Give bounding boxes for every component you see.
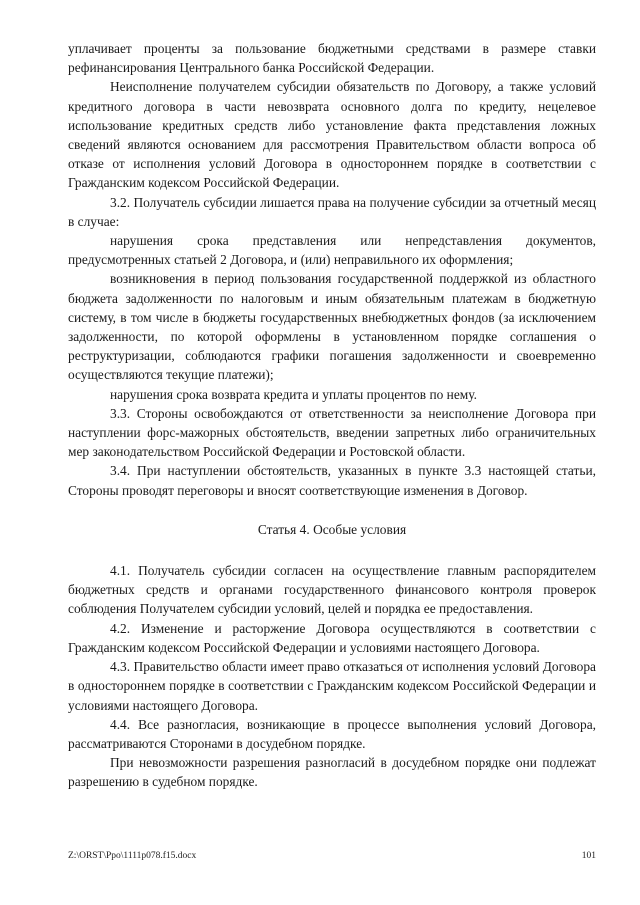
file-path: Z:\ORST\Ppo\1111p078.f15.docx (68, 851, 197, 861)
paragraph-continuation: уплачивает проценты за пользование бюджетными средствами в размере ставки рефинансирования Центрального банка Российской Федерации. (68, 41, 596, 76)
paragraph-disputes: При невозможности разрешения разногласий в досудебном порядке они подлежат разрешению в судебном порядке. (68, 755, 596, 790)
paragraph-3-2: 3.2. Получатель субсидии лишается права на получение субсидии за отчетный месяц в случае: (68, 194, 596, 229)
paragraph-4-3: 4.3. Правительство области имеет право отказаться от исполнения условий Договора в одностороннем порядке в соответствии с Гражданским кодексом Российской Федерации и условиями настоящего Договора. (68, 659, 596, 713)
paragraph-3-2-item-2: возникновения в период пользования государственной поддержкой из областного бюджета задолженности по налоговым и иным обязательным платежам в бюджетную систему, в том числе в бюджеты государственных внебюджетных фондов (за исключением задолженности, по которой оформлены в установленном порядке соглашения о реструктуризации, соблюдаются графики погашения задолженности и своевременно осуществляются текущие платежи); (68, 271, 596, 383)
paragraph-3-3: 3.3. Стороны освобождаются от ответственности за неисполнение Договора при наступлении форс-мажорных обстоятельств, введении запретных либо ограничительных мер законодательством Российской Федерации и Ростовской области. (68, 405, 596, 460)
paragraph-nonfulfillment: Неисполнение получателем субсидии обязательств по Договору, а также условий кредитного договора в части невозврата основного долга по кредиту, нецелевое использование кредитных средств либо установление факта представления ложных сведений являются основанием для рассмотрения Правительством области вопроса об отказе от исполнения условий Договора в одностороннем порядке в соответствии с Гражданским кодексом Российской Федерации. (68, 79, 596, 191)
paragraph-4-2: 4.2. Изменение и расторжение Договора осуществляются в соответствии с Гражданским кодексом Российской Федерации и условиями настоящего Договора. (68, 620, 596, 655)
section-heading: Статья 4. Особые условия (257, 521, 407, 537)
paragraph-3-2-item-1: нарушения срока представления или непредставления документов, предусмотренных статьей 2 Договора, и (или) неправильного их оформления; (68, 233, 596, 268)
page-number: 101 (581, 851, 596, 861)
paragraph-4-1: 4.1. Получатель субсидии согласен на осуществление главным распорядителем бюджетных средств и органами государственного финансового контроля проверок соблюдения Получателем субсидии условий, целей и порядка ее предоставления. (68, 563, 596, 617)
paragraph-4-4: 4.4. Все разногласия, возникающие в процессе выполнения условий Договора, рассматриваются Сторонами в досудебном порядке. (68, 716, 596, 751)
paragraph-3-2-item-3: нарушения срока возврата кредита и уплаты процентов по нему. (110, 386, 477, 402)
document-body (68, 39, 596, 792)
page-footer (68, 851, 596, 861)
paragraph-3-4: 3.4. При наступлении обстоятельств, указанных в пункте 3.3 настоящей статьи, Стороны проводят переговоры и вносят соответствующие изменения в Договор. (68, 463, 596, 498)
